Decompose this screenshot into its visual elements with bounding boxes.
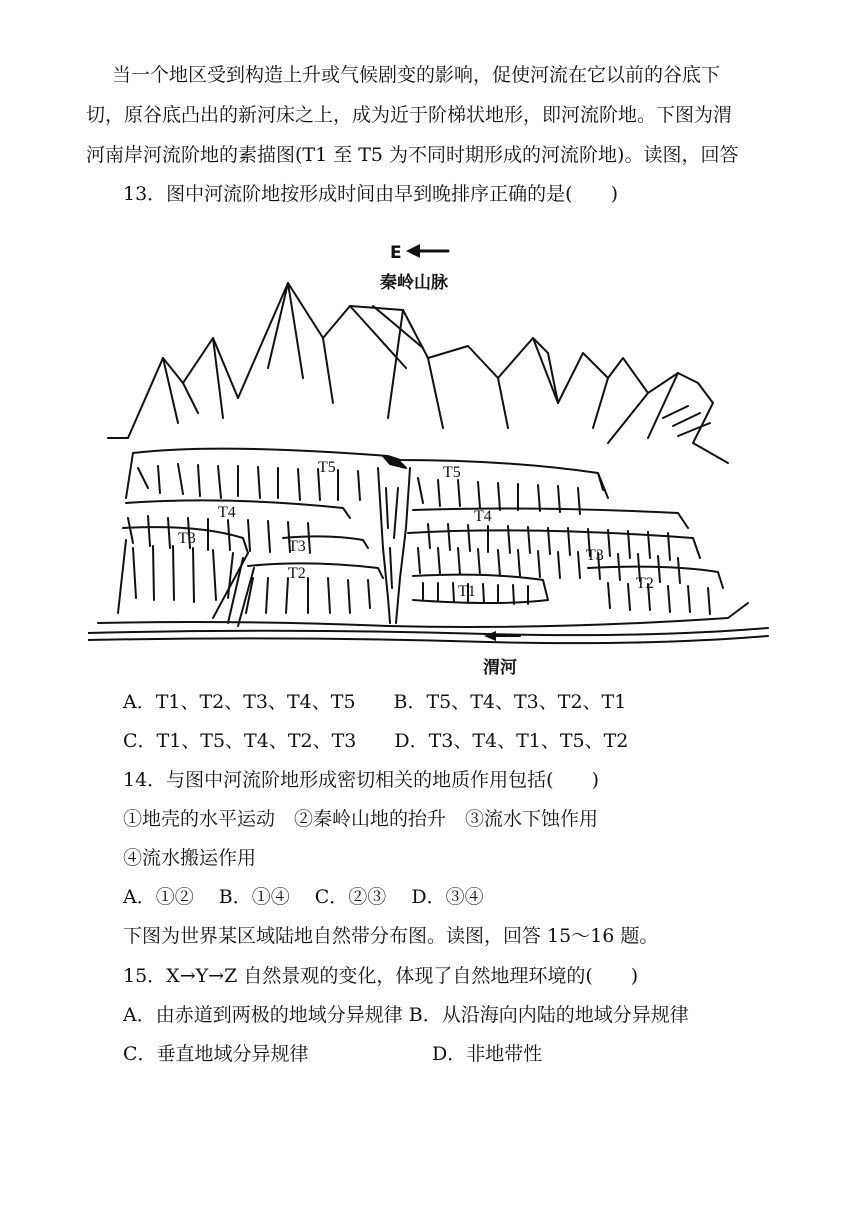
terrace-t3 bbox=[118, 527, 700, 618]
q13-options-row2: C．T1、T5、T4、T2、T3 D．T3、T4、T1、T5、T2 bbox=[123, 730, 629, 752]
terrace-label-t2-right: T2 bbox=[636, 575, 654, 592]
terrace-label-t2-left: T2 bbox=[288, 565, 306, 582]
q13-stem: 13．图中河流阶地按形成时间由早到晚排序正确的是( ) bbox=[123, 183, 619, 205]
intro-line-2: 切，原谷底凸出的新河床之上，成为近于阶梯状地形，即河流阶地。下图为渭 bbox=[86, 104, 733, 126]
q15-option-d: D．非地带性 bbox=[432, 1043, 543, 1065]
direction-label: E bbox=[390, 243, 402, 263]
q14-items-row2: ④流水搬运作用 bbox=[123, 847, 257, 869]
terrace-label-t3-left: T3 bbox=[178, 530, 196, 547]
q15-options-row1: A．由赤道到两极的地域分异规律 B．从沿海向内陆的地域分异规律 bbox=[123, 1004, 689, 1026]
intro-line-1: 当一个地区受到构造上升或气候剧变的影响，促使河流在它以前的谷底下 bbox=[112, 64, 721, 86]
mountain-range bbox=[108, 283, 728, 463]
intro-line-3: 河南岸河流阶地的素描图(T1 至 T5 为不同时期形成的河流阶地)。读图，回答 bbox=[86, 144, 739, 166]
q15-option-c: C．垂直地域分异规律 bbox=[123, 1043, 309, 1065]
terrace-label-t1: T1 bbox=[458, 583, 476, 600]
terrace-label-t3-mid: T3 bbox=[288, 538, 306, 555]
flow-arrow-icon bbox=[484, 631, 496, 641]
terrace-label-t5-right: T5 bbox=[443, 464, 461, 481]
terrace-label-t3-right: T3 bbox=[586, 547, 604, 564]
terrace-label-t4-right: T4 bbox=[474, 508, 492, 525]
mountain-label: 秦岭山脉 bbox=[380, 273, 448, 293]
q14-items-row1: ①地壳的水平运动 ②秦岭山地的抬升 ③流水下蚀作用 bbox=[123, 808, 599, 830]
q13-options-row1: A．T1、T2、T3、T4、T5 B．T5、T4、T3、T2、T1 bbox=[123, 691, 627, 713]
river-terrace-figure bbox=[88, 228, 778, 683]
terrace-label-t5-left: T5 bbox=[318, 459, 336, 476]
q14-options: A．①② B．①④ C．②③ D．③④ bbox=[123, 886, 484, 908]
wei-river bbox=[88, 603, 768, 678]
terrace-label-t4-left: T4 bbox=[218, 504, 236, 521]
terrace-t2 bbox=[246, 563, 723, 614]
q14-stem: 14．与图中河流阶地形成密切相关的地质作用包括( ) bbox=[123, 769, 600, 791]
terrace-t5 bbox=[126, 449, 608, 514]
river-label: 渭河 bbox=[483, 658, 517, 678]
intro2: 下图为世界某区域陆地自然带分布图。读图，回答 15～16 题。 bbox=[123, 925, 659, 947]
terrace-t1 bbox=[413, 575, 548, 604]
arrow-head-icon bbox=[406, 244, 420, 258]
q15-stem: 15．X→Y→Z 自然景观的变化，体现了自然地理环境的( ) bbox=[123, 965, 639, 987]
direction-arrow bbox=[390, 243, 448, 263]
